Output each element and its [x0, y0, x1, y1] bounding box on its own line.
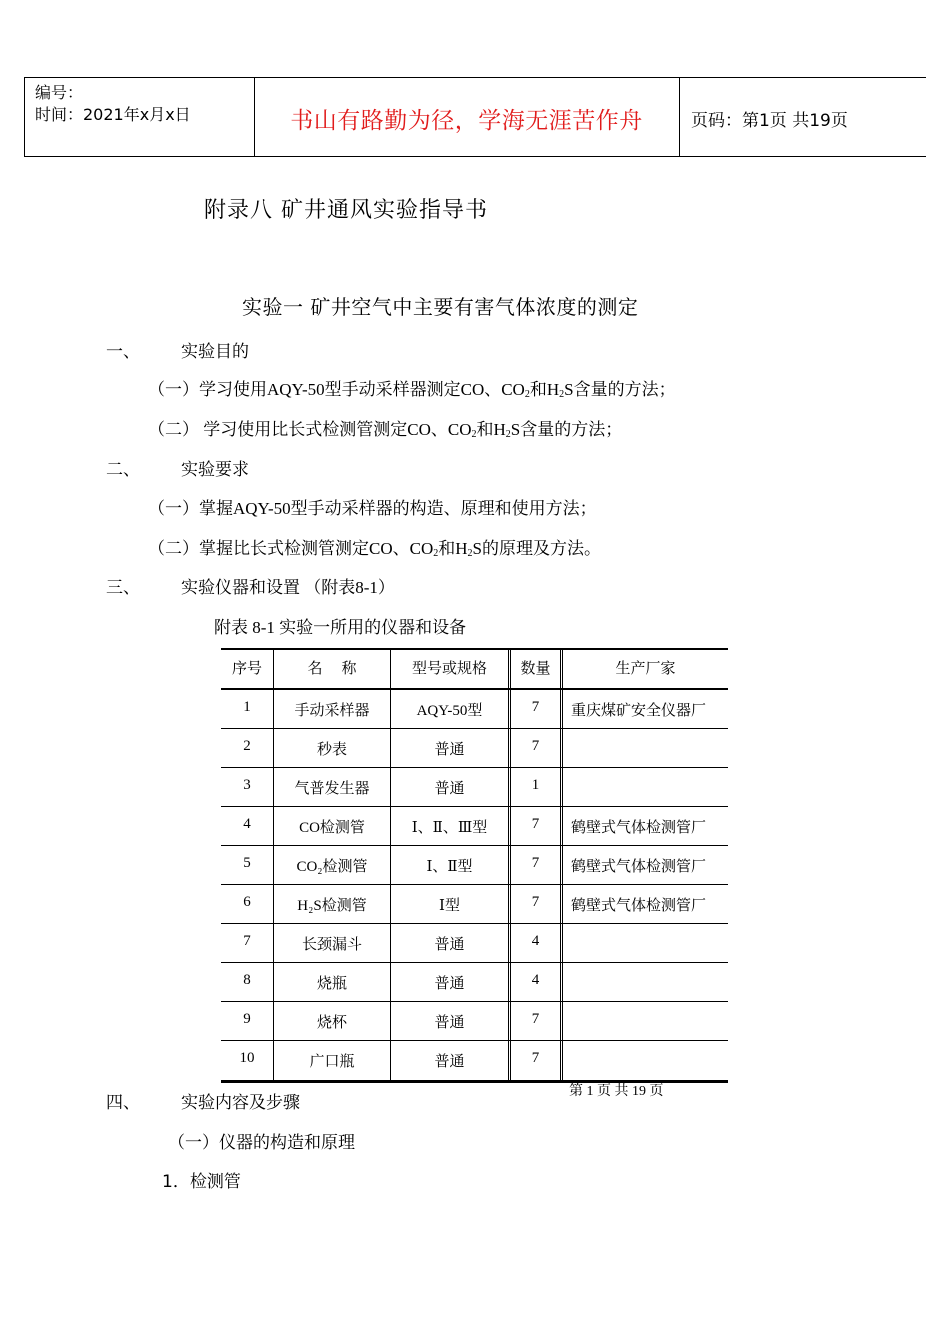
- table-cell-name: 烧杯: [316, 1015, 347, 1031]
- table-cell-no: 6: [243, 894, 251, 910]
- table-cell-qty: 7: [531, 816, 540, 832]
- table-cell-qty: 7: [531, 738, 540, 754]
- table-cell-spec: 普通: [434, 1054, 465, 1070]
- requirement-item-1: （一）掌握AQY-50型手动采样器的构造、原理和使用方法；: [148, 499, 597, 518]
- table-row-rule: [221, 845, 728, 846]
- table-cell-spec: 普通: [434, 937, 465, 953]
- table-row-rule: [221, 767, 728, 768]
- section-1-title: 实验目的: [181, 342, 249, 362]
- appendix-title: 附录八 矿井通风实验指导书: [204, 198, 488, 223]
- goal-item-1: （一）学习使用AQY-50型手动采样器测定CO、$CO_2$和$H_2S$含量的方法；: [148, 380, 676, 400]
- table-cell-no: 2: [243, 738, 251, 754]
- table-column-divider: [560, 648, 561, 1082]
- table-cell-no: 7: [243, 933, 251, 949]
- table-cell-name: CO₂检测管: [296, 859, 368, 875]
- table-cell-spec: AQY-50型: [416, 703, 483, 719]
- table-cell-name: 气普发生器: [294, 781, 370, 797]
- section-2-title: 实验要求: [181, 460, 249, 480]
- table-cell-no: 9: [243, 1011, 251, 1027]
- table-cell-spec: Ⅰ、Ⅱ型: [426, 859, 473, 875]
- experiment-title: 实验一 矿井空气中主要有害气体浓度的测定: [242, 295, 639, 319]
- table-cell-maker: 重庆煤矿安全仪器厂: [571, 701, 707, 719]
- table-cell-spec: 普通: [434, 742, 465, 758]
- section-4-title: 实验内容及步骤: [181, 1093, 300, 1113]
- table-cell-maker: 鹤壁式气体检测管厂: [571, 857, 707, 875]
- page-header: [24, 77, 926, 157]
- goal-item-2: （二） 学习使用比长式检测管测定CO、$CO_2$和$H_2S$含量的方法；: [148, 420, 623, 440]
- table-column-divider: [508, 648, 509, 1082]
- page-footer: 第 1 页 共 19 页: [569, 1084, 664, 1099]
- table-header-rule: [221, 688, 728, 690]
- header-page-label: 页码：第1页 共19页: [691, 111, 848, 131]
- table-cell-qty: 1: [531, 777, 540, 793]
- table-header-maker: 生产厂家: [615, 659, 676, 677]
- table-cell-name: CO检测管: [299, 820, 365, 836]
- table-cell-maker: 鹤壁式气体检测管厂: [571, 818, 707, 836]
- table-top-rule: [221, 648, 728, 650]
- requirement-item-2: （二）掌握比长式检测管测定CO、$CO_2$和$H_2S$的原理及方法。: [148, 539, 601, 559]
- table-cell-maker: 鹤壁式气体检测管厂: [571, 896, 707, 914]
- table-cell-qty: 7: [531, 1050, 540, 1066]
- table-row-rule: [221, 884, 728, 885]
- table-row-rule: [221, 962, 728, 963]
- table-cell-no: 1: [243, 699, 251, 715]
- section-2-number: 二、: [106, 460, 140, 480]
- table-header-spec: 型号或规格: [411, 659, 487, 677]
- section-4-number: 四、: [106, 1093, 140, 1113]
- table-column-divider: [562, 648, 563, 1082]
- table-row-rule: [221, 1040, 728, 1041]
- step-subitem-1: 1．检测管: [162, 1172, 241, 1192]
- table-header-no: 序号: [231, 659, 262, 677]
- table-cell-no: 10: [239, 1050, 255, 1066]
- table-row-rule: [221, 1001, 728, 1002]
- table-row-rule: [221, 923, 728, 924]
- section-1-number: 一、: [106, 342, 140, 362]
- table-cell-name: 秒表: [316, 742, 347, 758]
- table-cell-name: 长颈漏斗: [301, 937, 362, 953]
- table-cell-spec: Ⅰ、Ⅱ、Ⅲ型: [411, 820, 488, 836]
- table-cell-qty: 7: [531, 699, 540, 715]
- section-3-number: 三、: [106, 578, 140, 598]
- section-3-title: 实验仪器和设置 （附表8-1）: [181, 578, 395, 597]
- time-label: 时间：2021年x月x日: [35, 105, 191, 124]
- table-cell-no: 4: [243, 816, 251, 832]
- table-cell-name: 烧瓶: [316, 976, 347, 992]
- header-meta-cell: [24, 78, 255, 156]
- table-header-qty: 数量: [520, 659, 551, 677]
- table-row-rule: [221, 728, 728, 729]
- table-cell-spec: 普通: [434, 781, 465, 797]
- table-cell-qty: 4: [531, 972, 540, 988]
- table-cell-no: 8: [243, 972, 251, 988]
- table-cell-no: 3: [243, 777, 251, 793]
- table-cell-no: 5: [243, 855, 251, 871]
- table-cell-spec: 普通: [434, 976, 465, 992]
- table-cell-qty: 7: [531, 1011, 540, 1027]
- step-item-1: （一）仪器的构造和原理: [168, 1133, 355, 1153]
- table-header-name: 名 称: [307, 659, 357, 677]
- number-label: 编号：: [35, 83, 84, 102]
- table-cell-qty: 7: [531, 855, 540, 871]
- header-motto-cell: [254, 78, 680, 156]
- table-cell-qty: 4: [531, 933, 540, 949]
- table-cell-qty: 7: [531, 894, 540, 910]
- table-cell-name: 广口瓶: [309, 1054, 355, 1070]
- table-cell-spec: 普通: [434, 1015, 465, 1031]
- table-caption: 附表 8-1 实验一所用的仪器和设备: [214, 618, 467, 637]
- table-cell-spec: Ⅰ型: [439, 898, 460, 914]
- table-row-rule: [221, 806, 728, 807]
- table-cell-name: 手动采样器: [294, 703, 370, 719]
- table-cell-name: H₂S检测管: [297, 898, 367, 914]
- motto: 书山有路勤为径，学海无涯苦作舟: [290, 108, 643, 134]
